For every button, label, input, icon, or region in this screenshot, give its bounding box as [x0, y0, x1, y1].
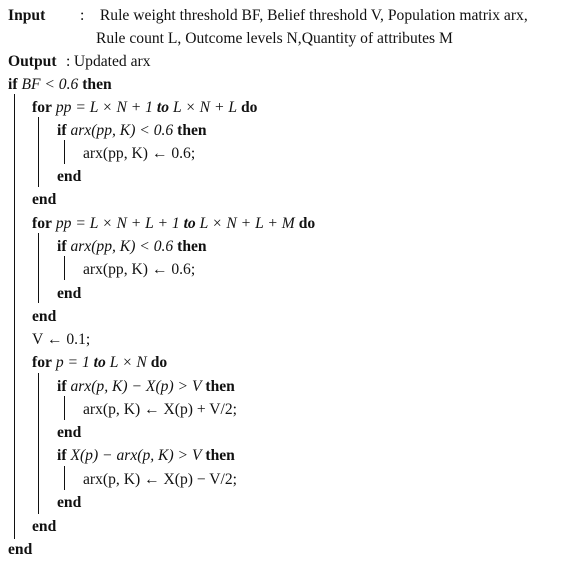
expr: X(p) − arx(p, K) > V [70, 447, 202, 464]
block-bar-if-arx-1 [64, 140, 65, 164]
line-assign-3: arx(p, K) ← X(p) + V/2; [83, 401, 238, 418]
expr: arx(pp, K) < 0.6 [70, 122, 174, 139]
kw-end: end [32, 191, 57, 208]
kw-then: then [82, 76, 112, 93]
block-bar-if-bf [14, 94, 15, 539]
block-bar-for-p [38, 373, 39, 514]
output-row [8, 50, 151, 73]
input-label: Input [8, 7, 46, 24]
line-assign-2: arx(pp, K) ← 0.6; [83, 261, 196, 278]
line-end-5 [57, 421, 81, 444]
input-text-2: Rule count L, Outcome levels N,Quantity of attributes M [96, 30, 453, 47]
kw-if: if [57, 122, 67, 139]
block-bar-if-arx-2 [64, 256, 65, 280]
line-for-pp-1 [32, 96, 257, 119]
kw-end: end [32, 518, 57, 535]
kw-then: then [177, 238, 207, 255]
line-assign-v: V ← 0.1; [32, 331, 91, 348]
kw-end: end [57, 494, 82, 511]
output-text: Updated arx [73, 53, 151, 70]
expr: arx(pp, K) < 0.6 [70, 238, 174, 255]
block-bar-for-pp-2 [38, 233, 39, 303]
kw-to: to [183, 215, 196, 232]
kw-end: end [57, 424, 82, 441]
expr: arx(p, K) − X(p) > V [70, 378, 202, 395]
kw-to: to [156, 99, 170, 116]
kw-then: then [177, 122, 207, 139]
expr2: L × N [109, 354, 147, 371]
line-end-4 [32, 305, 56, 328]
kw-end: end [57, 168, 82, 185]
input-row [8, 4, 528, 27]
line-end-7 [32, 515, 56, 538]
input-text-1: Rule weight threshold BF, Belief threshold V, Population matrix arx, [99, 7, 528, 24]
expr: pp = L × N + 1 [55, 99, 153, 116]
expr2: L × N + L + M [199, 215, 295, 232]
line-if-3 [57, 375, 235, 398]
kw-if: if [57, 378, 67, 395]
kw-for: for [32, 354, 52, 371]
kw-if: if [8, 76, 18, 93]
line-end-6 [57, 491, 81, 514]
line-if-bf [8, 73, 112, 96]
expr: pp = L × N + L + 1 [55, 215, 180, 232]
line-end-2 [32, 188, 56, 211]
kw-end: end [57, 285, 82, 302]
kw-then: then [205, 447, 235, 464]
line-for-pp-2 [32, 212, 315, 235]
line-assign-4: arx(p, K) ← X(p) − V/2; [83, 471, 238, 488]
kw-for: for [32, 99, 52, 116]
kw-end: end [32, 308, 57, 325]
block-bar-for-pp-1 [38, 117, 39, 187]
kw-if: if [57, 238, 67, 255]
expr: p = 1 [55, 354, 90, 371]
kw-do: do [150, 354, 168, 371]
kw-to: to [93, 354, 106, 371]
input-row-2 [96, 27, 453, 50]
kw-do: do [298, 215, 316, 232]
kw-if: if [57, 447, 67, 464]
line-end-3 [57, 282, 81, 305]
block-bar-if-4 [64, 466, 65, 490]
kw-for: for [32, 215, 52, 232]
kw-end: end [8, 541, 33, 558]
line-assign-1: arx(pp, K) ← 0.6; [83, 145, 196, 162]
line-end-1 [57, 165, 81, 188]
line-if-arx-2 [57, 235, 207, 258]
line-end-8 [8, 538, 32, 561]
output-colon: : [66, 53, 71, 70]
kw-do: do [240, 99, 258, 116]
kw-then: then [205, 378, 235, 395]
expr2: L × N + L [172, 99, 238, 116]
line-for-p [32, 351, 167, 374]
output-label: Output [8, 53, 57, 70]
line-if-arx-1 [57, 119, 207, 142]
line-if-4 [57, 444, 235, 467]
expr: BF < 0.6 [21, 76, 79, 93]
input-colon: : [80, 7, 85, 24]
block-bar-if-3 [64, 396, 65, 420]
